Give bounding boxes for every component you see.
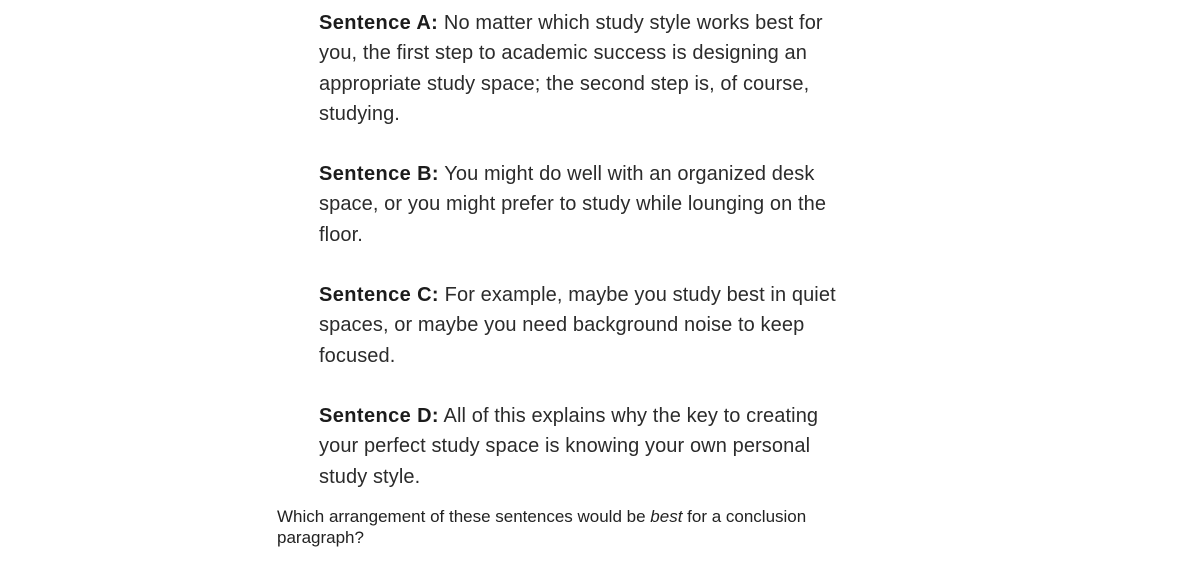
question-prompt [277,507,837,548]
sentence-c-text: For example, maybe you study best in quiet spaces, or maybe you need background noise to keep focused. [319,284,836,367]
question-text-before: Which arrangement of these sentences would be [277,507,651,526]
sentence-list [319,8,839,522]
sentence-d [319,401,839,492]
sentence-d-label: Sentence D: [319,404,439,427]
question-text-after: for a conclusion paragraph? [277,507,807,547]
sentence-b-text: You might do well with an organized desk space, or you might prefer to study while lounging on the floor. [319,163,827,246]
question-emphasis: best [650,507,683,526]
sentence-c-label: Sentence C: [319,284,439,307]
sentence-c [319,280,839,371]
sentence-a [319,8,839,129]
sentence-a-label: Sentence A: [319,12,439,34]
sentence-b-label: Sentence B: [319,163,439,186]
sentence-a-text: No matter which study style works best for you, the first step to academic success is designing an appropriate study space; the second step is, of course, studying. [319,12,823,125]
sentence-b [319,159,839,250]
sentence-d-text: All of this explains why the key to creating your perfect study space is knowing your own personal study style. [319,404,819,488]
